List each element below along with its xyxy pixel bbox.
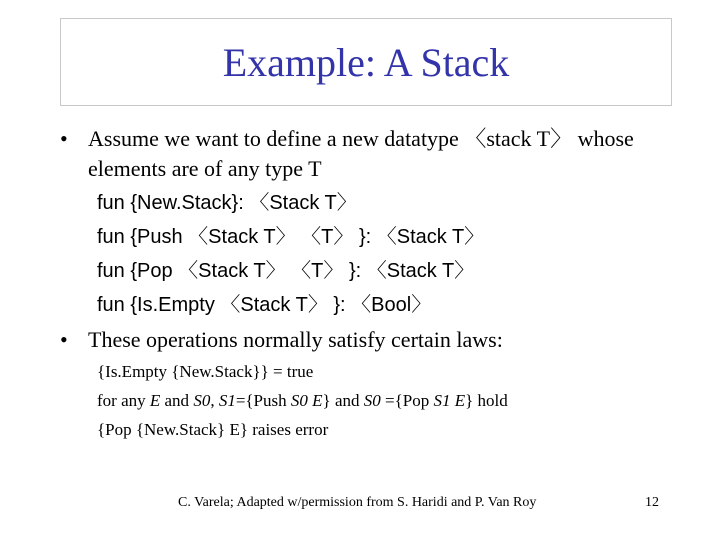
law-pop-newstack: {Pop {New.Stack} E} raises error bbox=[97, 420, 329, 439]
footer-credit: C. Varela; Adapted w/permission from S. Haridi and P. Van Roy bbox=[178, 495, 537, 510]
law-variable: S1 E bbox=[433, 391, 466, 410]
code-line-push: fun {Push 〈Stack T〉 〈T〉 }: 〈Stack T〉 bbox=[97, 226, 485, 248]
bullet-text-line1: Assume we want to define a new datatype 〈stack T〉 whose bbox=[88, 126, 634, 151]
law-push-pop bbox=[97, 386, 508, 415]
law-variable: S0 E bbox=[290, 391, 323, 410]
title-box bbox=[60, 18, 672, 106]
law-text: and bbox=[160, 391, 194, 410]
law-text: for any bbox=[97, 391, 150, 410]
bullet-text-line2: elements are of any type T bbox=[88, 156, 322, 181]
code-line-pop: fun {Pop 〈Stack T〉 〈T〉 }: 〈Stack T〉 bbox=[97, 260, 475, 282]
bullet-icon: • bbox=[60, 126, 68, 151]
law-variable: S0 bbox=[193, 391, 211, 410]
law-variable: S1 bbox=[218, 391, 236, 410]
law-text: , bbox=[210, 391, 219, 410]
code-line-isempty: fun {Is.Empty 〈Stack T〉 }: 〈Bool〉 bbox=[97, 294, 432, 316]
bullet-icon: • bbox=[60, 327, 68, 352]
slide-title: Example: A Stack bbox=[222, 39, 510, 85]
law-text: } hold bbox=[465, 391, 508, 410]
law-text: } and bbox=[322, 391, 364, 410]
code-line-newstack: fun {New.Stack}: 〈Stack T〉 bbox=[97, 192, 357, 214]
bullet-text-laws: These operations normally satisfy certain laws: bbox=[88, 327, 503, 352]
law-variable: E bbox=[149, 391, 161, 410]
law-text: ={Push bbox=[235, 391, 291, 410]
law-isempty-newstack: {Is.Empty {New.Stack}} = true bbox=[97, 362, 314, 381]
law-variable: S0 bbox=[363, 391, 381, 410]
law-text: ={Pop bbox=[380, 391, 434, 410]
page-number: 12 bbox=[645, 495, 659, 510]
